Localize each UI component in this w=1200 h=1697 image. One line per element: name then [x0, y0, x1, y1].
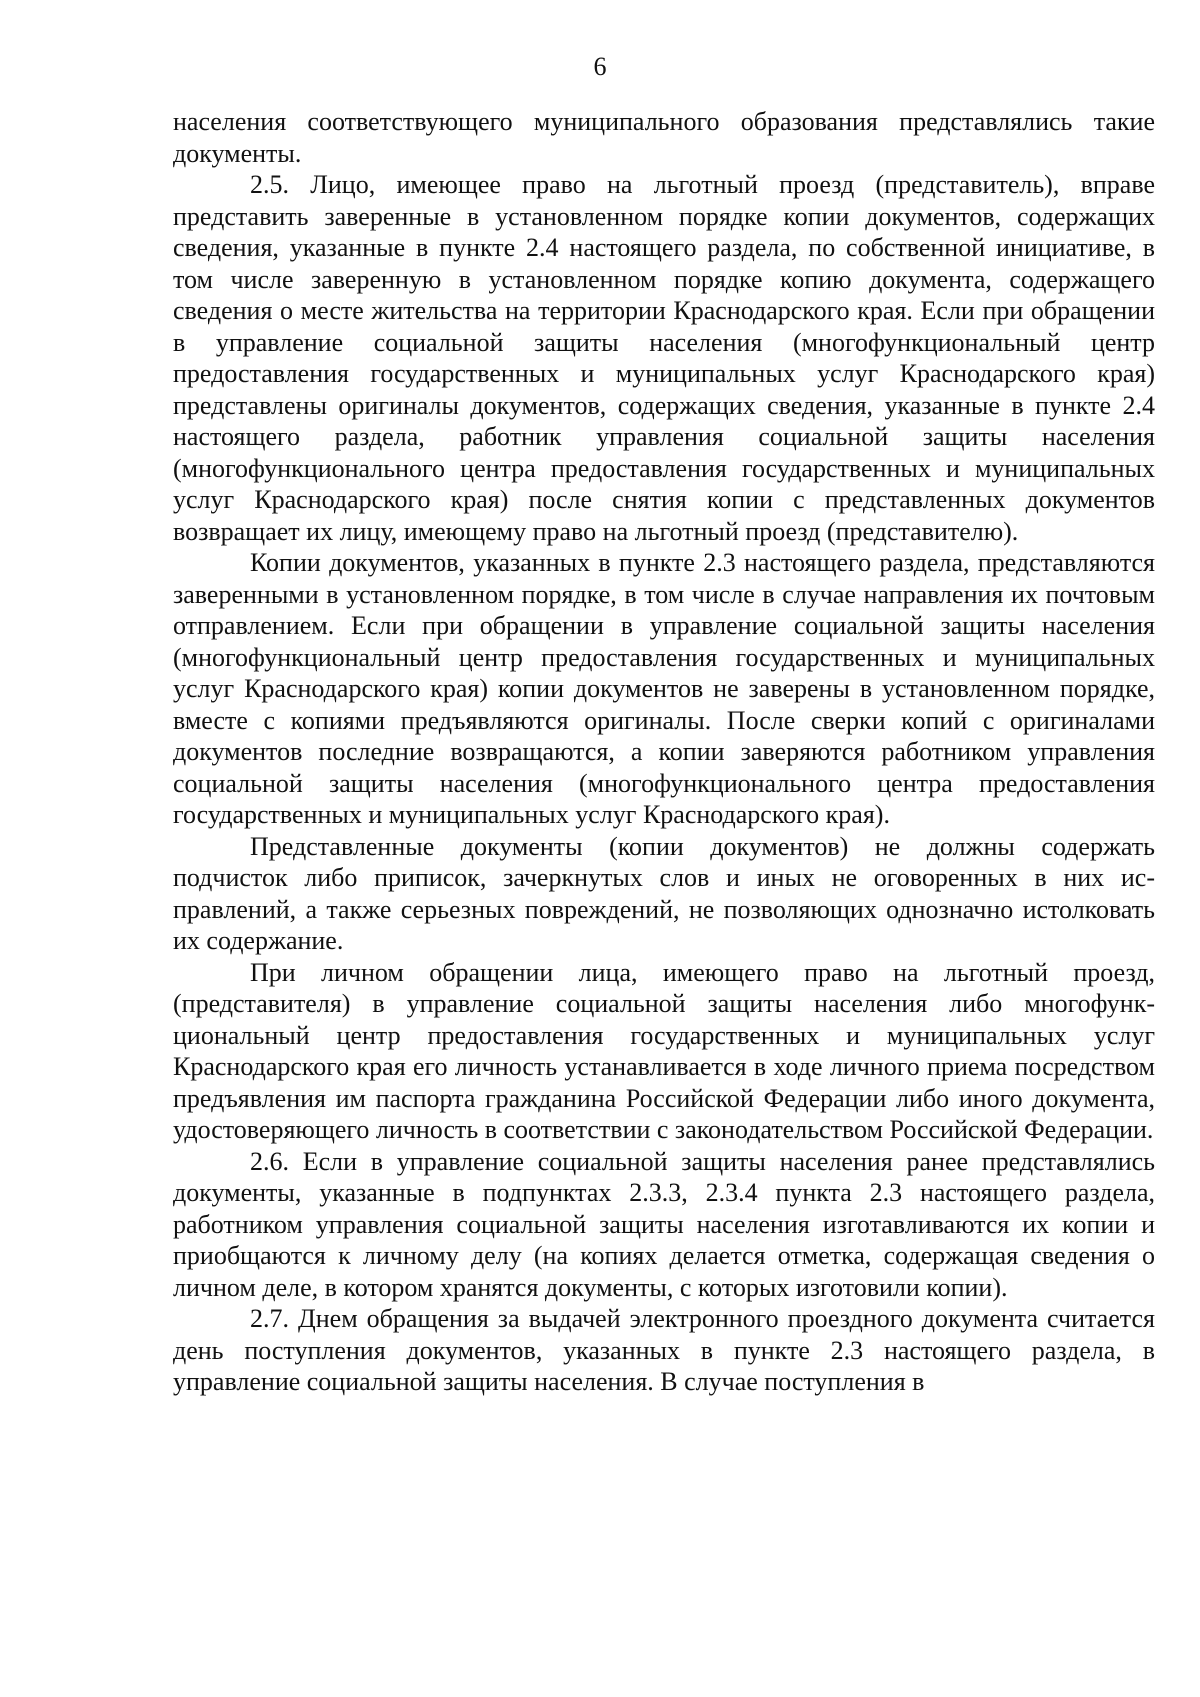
- paragraph-2-5: 2.5. Лицо, имеющее право на льготный проезд (представитель), вправе представить заверенные в установленном порядке копии документов, содержащих сведения, указанные в пункте 2.4 настоящего раздела, по собственной инициативе, в том числе заверенную в установленном порядке копию документа, содержащего сведения о месте жительства на территории Краснодарского края. Если при обращении в управление социальной защиты населения (многофункциональный центр предоставления государственных и муниципальных услуг Краснодарского края) представлены оригиналы документов, содержащих сведения, указанные в пункте 2.4 настоящего раздела, работник управления социальной защиты населения (многофункционального центра предоставления государственных и муниципальных услуг Краснодарского края) после снятия копии с представленных документов возвращает их лицу, имеющему право на льготный проезд (представителю).: [173, 170, 1155, 546]
- page-number: 6: [593, 52, 607, 81]
- paragraph-2-7: 2.7. Днем обращения за выдачей электронного проездного документа считается день поступления документов, указанных в пункте 2.3 настоящего раздела, в управление социальной защиты населения. В случае поступления в: [173, 1304, 1155, 1396]
- paragraph-continuation: населения соответствующего муниципального образования представлялись такие документы.: [173, 107, 1155, 168]
- paragraph-identity: При личном обращении лица, имеющего право на льготный проезд, (представителя) в управление социальной защиты населения либо многофункциональный центр предоставления государственных и муниципальных услуг Краснодарского края его личность устанавливается в ходе личного приема посредством предъявления им паспорта гражданина Российской Федерации либо иного документа, удостоверяющего личность в соответствии с законодательством Российской Федерации.: [173, 957, 1155, 1144]
- paragraph-copies: Копии документов, указанных в пункте 2.3 настоящего раздела, представляются заверенными в установленном порядке, в том числе в случае направления их почтовым отправлением. Если при обращении в управление социальной защиты населения (многофункциональный центр предоставления государственных и муниципальных услуг Краснодарского края) копии документов не заверены в установленном порядке, вместе с копиями предъявляются оригиналы. После сверки копий с оригиналами документов последние возвращаются, а копии заверяются работником управления социальной защиты населения (многофункционального центра предоставления государственных и муниципальных услуг Краснодарского края).: [173, 548, 1155, 829]
- document-body: [173, 106, 1155, 1398]
- paragraph-requirements: Представленные документы (копии документов) не должны содержать подчисток либо приписок, зачеркнутых слов и иных не оговоренных в них исправлений, а также серьезных повреждений, не позволяющих однозначно истолковать их содержание.: [173, 831, 1155, 955]
- paragraph-2-6: 2.6. Если в управление социальной защиты населения ранее представлялись документы, указанные в подпунктах 2.3.3, 2.3.4 пункта 2.3 настоящего раздела, работником управления социальной защиты населения изготавливаются их копии и приобщаются к личному делу (на копиях делается отметка, содержащая сведения о личном деле, в котором хранятся документы, с которых изготовили копии).: [173, 1146, 1155, 1302]
